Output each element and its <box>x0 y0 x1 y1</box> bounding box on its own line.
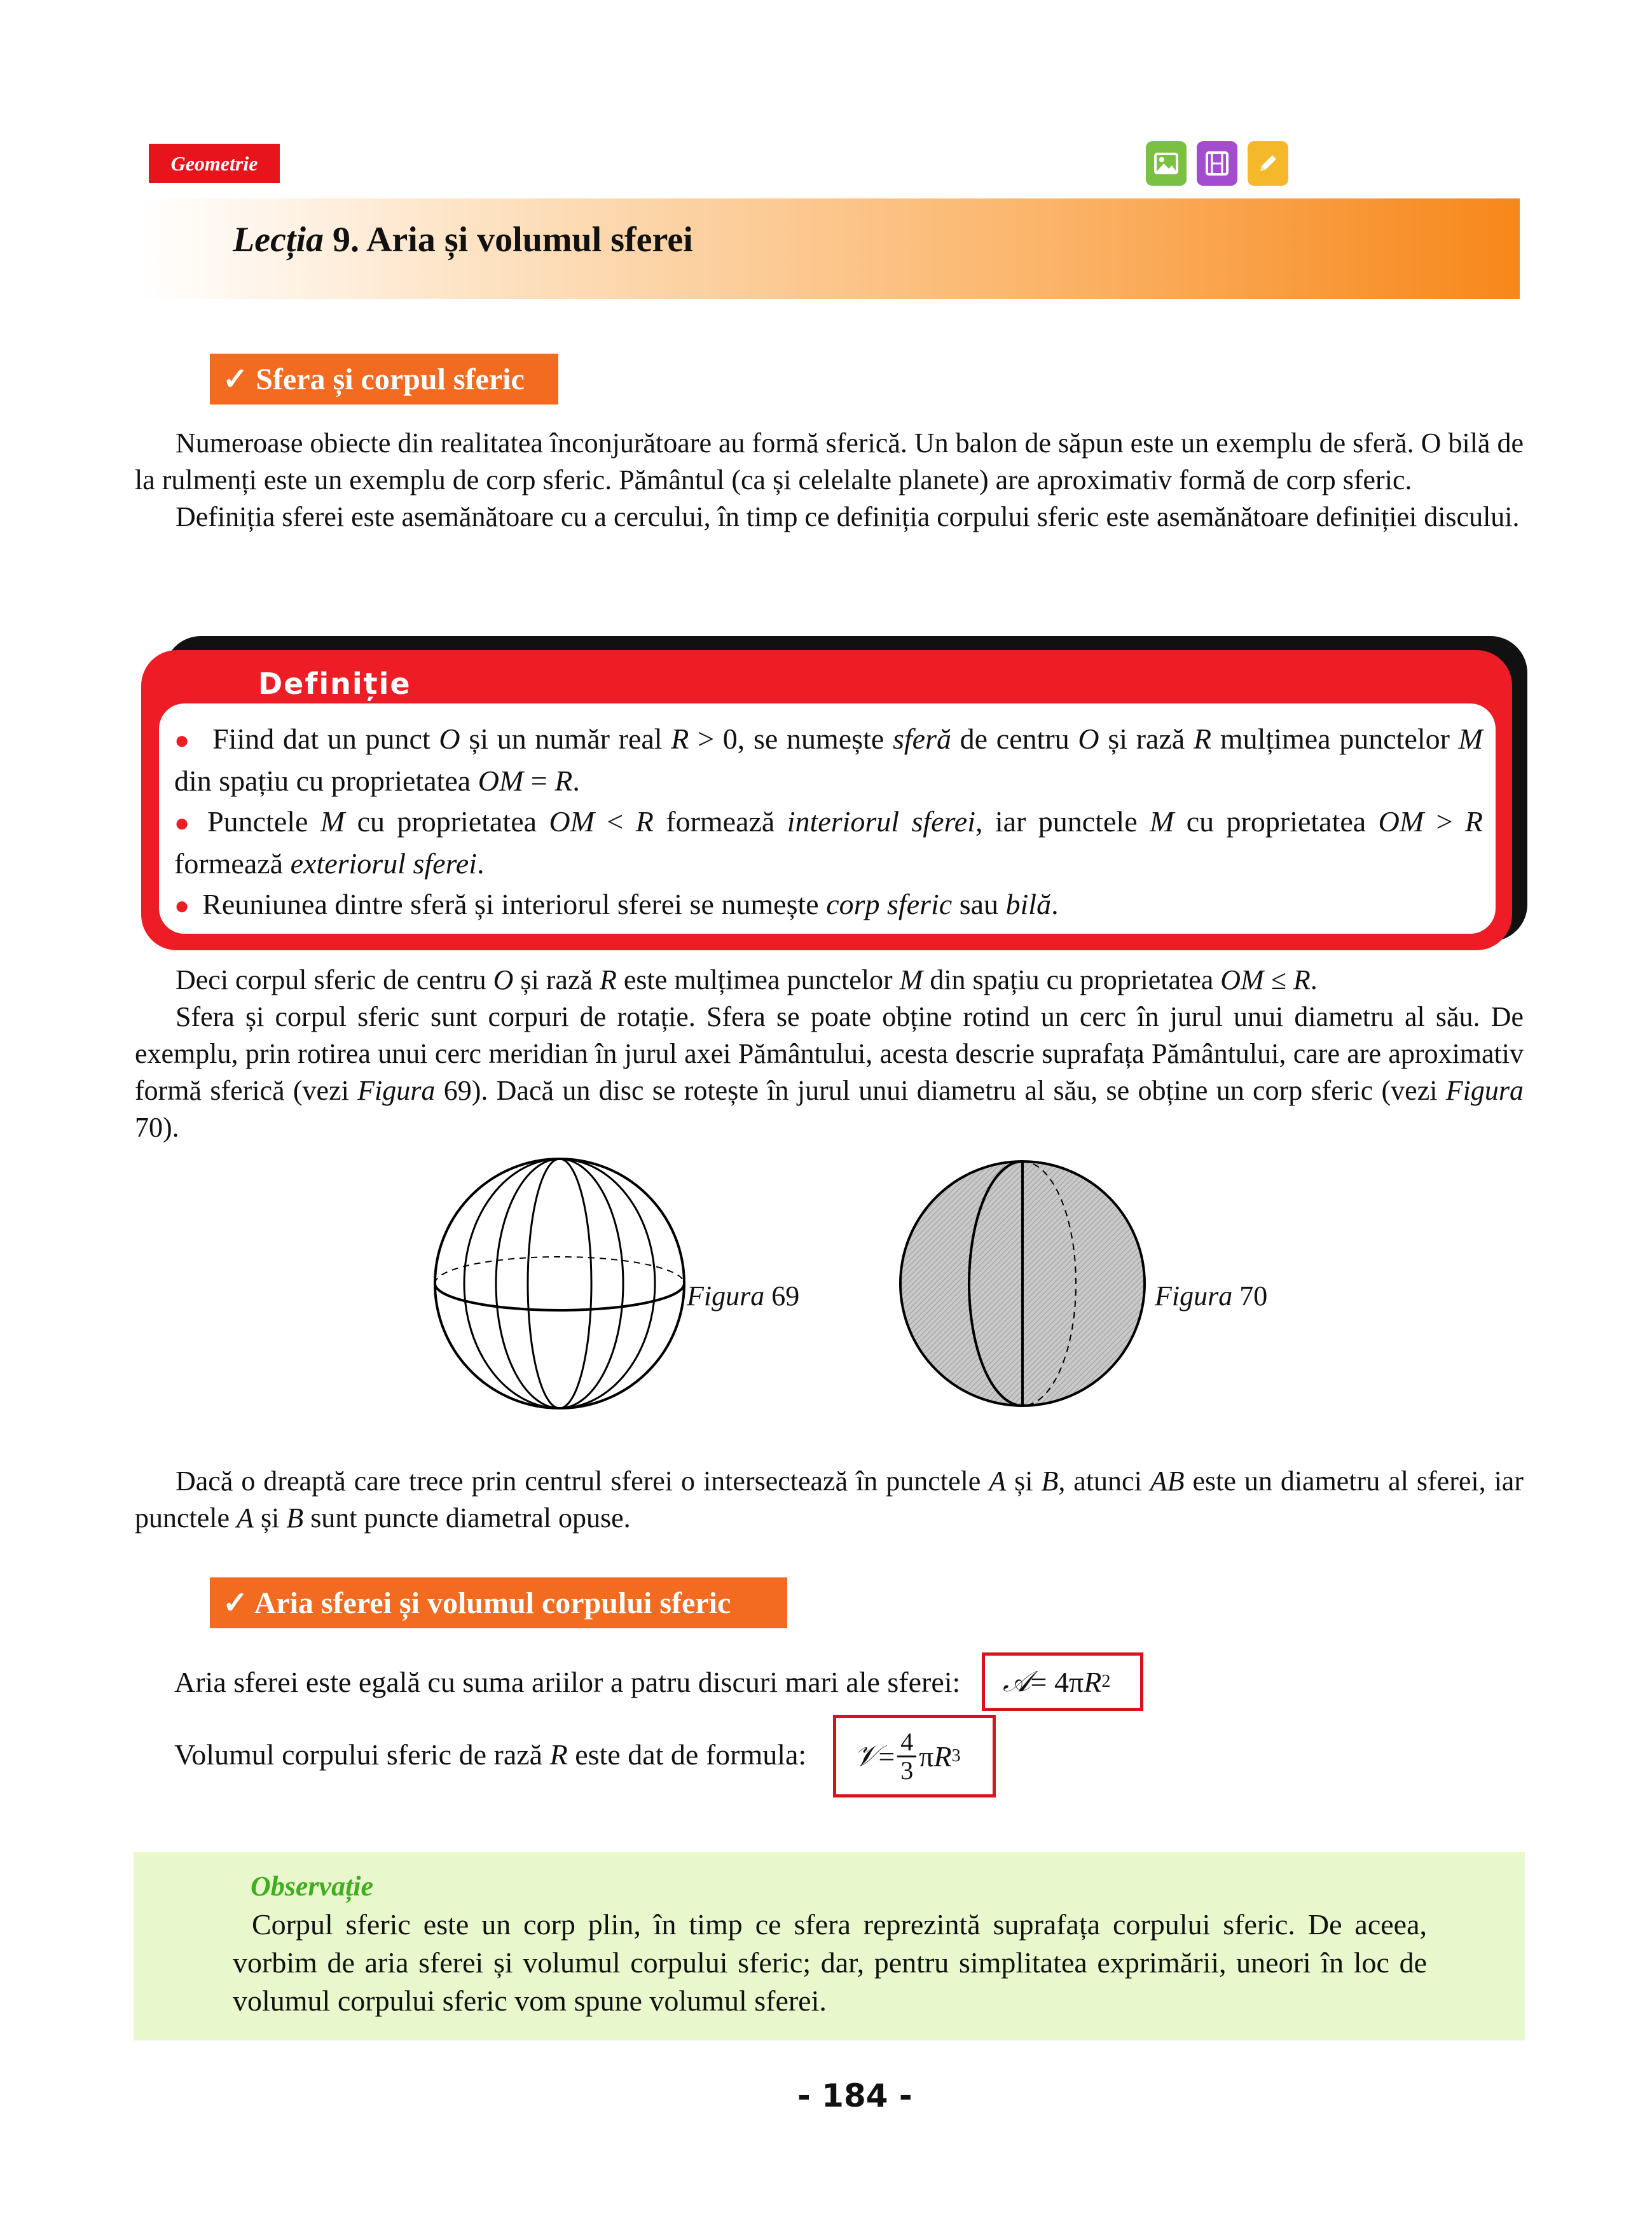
page-number: - 184 - <box>797 2077 912 2114</box>
definition-text <box>174 719 1483 926</box>
bullet-icon: ● <box>174 808 195 837</box>
definition-item: ● Punctele M cu proprietatea OM < R formează interiorul sferei, iar punctele M cu proprietatea OM > R formează exteriorul sferei. <box>174 805 1483 880</box>
image-icon[interactable] <box>1146 141 1187 186</box>
definition-item: ● Fiind dat un punct O și un număr real R > 0, se numește sferă de centru O și rază R mulțimea punctelor M din spațiu cu proprietatea OM = R. <box>174 723 1483 797</box>
volume-statement: Volumul corpului sferic de rază R este dat de formula: <box>174 1738 807 1771</box>
section-heading-sphere: ✓ Sfera și corpul sferic <box>210 354 558 405</box>
observation-title: Observație <box>251 1871 374 1902</box>
film-icon[interactable] <box>1197 141 1237 186</box>
diameter-text <box>135 1463 1524 1537</box>
intro-paragraph: Numeroase obiecte din realitatea înconjurătoare au formă sferică. Un balon de săpun este un exemplu de sferă. O bilă de la rulmenți este un exemplu de corp sferic. Pământul (ca și celelalte planete) are aproximativ formă de corp sferic. <box>135 427 1524 495</box>
bullet-icon: ● <box>174 726 191 754</box>
area-statement: Aria sferei este egală cu suma ariilor a patru discuri mari ale sferei: <box>174 1666 961 1698</box>
intro-paragraph: Definiția sferei este asemănătoare cu a cercului, în timp ce definiția corpului sferic este asemănătoare definiției discului. <box>176 501 1520 532</box>
area-symbol: 𝒜 <box>1003 1664 1031 1698</box>
volume-formula-box: 𝒱 = 4 3 π R 3 <box>833 1715 996 1797</box>
body-text <box>135 962 1524 1146</box>
subject-badge: Geometrie <box>149 144 280 183</box>
fraction: 4 3 <box>897 1729 916 1784</box>
rotation-paragraph: Sfera și corpul sferic sunt corpuri de rotație. Sfera se poate obține rotind un cerc în jurul unui diametru al său. De exemplu, prin rotirea unui cerc meridian în jurul axei Pământului, acesta descrie suprafața Pământului, care are aproximativ formă sferică (vezi Figura 69). Dacă un disc se rotește în jurul unui diametru al său, se obține un corp sferic (vezi Figura 70). <box>135 1001 1524 1143</box>
intro-text <box>135 425 1524 536</box>
figure-69-globe <box>426 1150 693 1417</box>
definition-title: Definiție <box>258 667 411 701</box>
figure-70-caption: Figura 70 <box>1155 1280 1268 1312</box>
ball-definition-line: Deci corpul sferic de centru O și rază R este mulțimea punctelor M din spațiu cu proprietatea OM ≤ R. <box>176 964 1318 995</box>
pencil-icon[interactable] <box>1248 141 1288 186</box>
diameter-paragraph: Dacă o dreaptă care trece prin centrul sferei o intersectează în punctele A și B, atunci AB este un diametru al sferei, iar punctele A și B sunt puncte diametral opuse. <box>135 1465 1524 1534</box>
figure-70-solid-sphere <box>895 1150 1150 1417</box>
definition-item: ● Reuniunea dintre sferă și interiorul sferei se numește corp sferic sau bilă. <box>174 888 1059 920</box>
figure-69-caption: Figura 69 <box>687 1280 800 1312</box>
lesson-title: Lecția 9. Aria și volumul sferei <box>233 220 693 260</box>
observation-text: Corpul sferic este un corp plin, în timp ce sfera reprezintă suprafața corpului sferic. De aceea, vorbim de aria sferei și volumul corpului sferic; dar, pentru simplitatea exprimării, uneori în loc de volumul corpului sferic vom spune volumul sferei. <box>233 1908 1427 2017</box>
area-formula-box: 𝒜 = 4π R 2 <box>982 1652 1143 1711</box>
section-heading-area-volume: ✓ Aria sferei și volumul corpului sferic <box>210 1577 787 1628</box>
bullet-icon: ● <box>174 891 190 920</box>
volume-symbol: 𝒱 <box>854 1738 879 1773</box>
resource-icons <box>1146 141 1288 186</box>
